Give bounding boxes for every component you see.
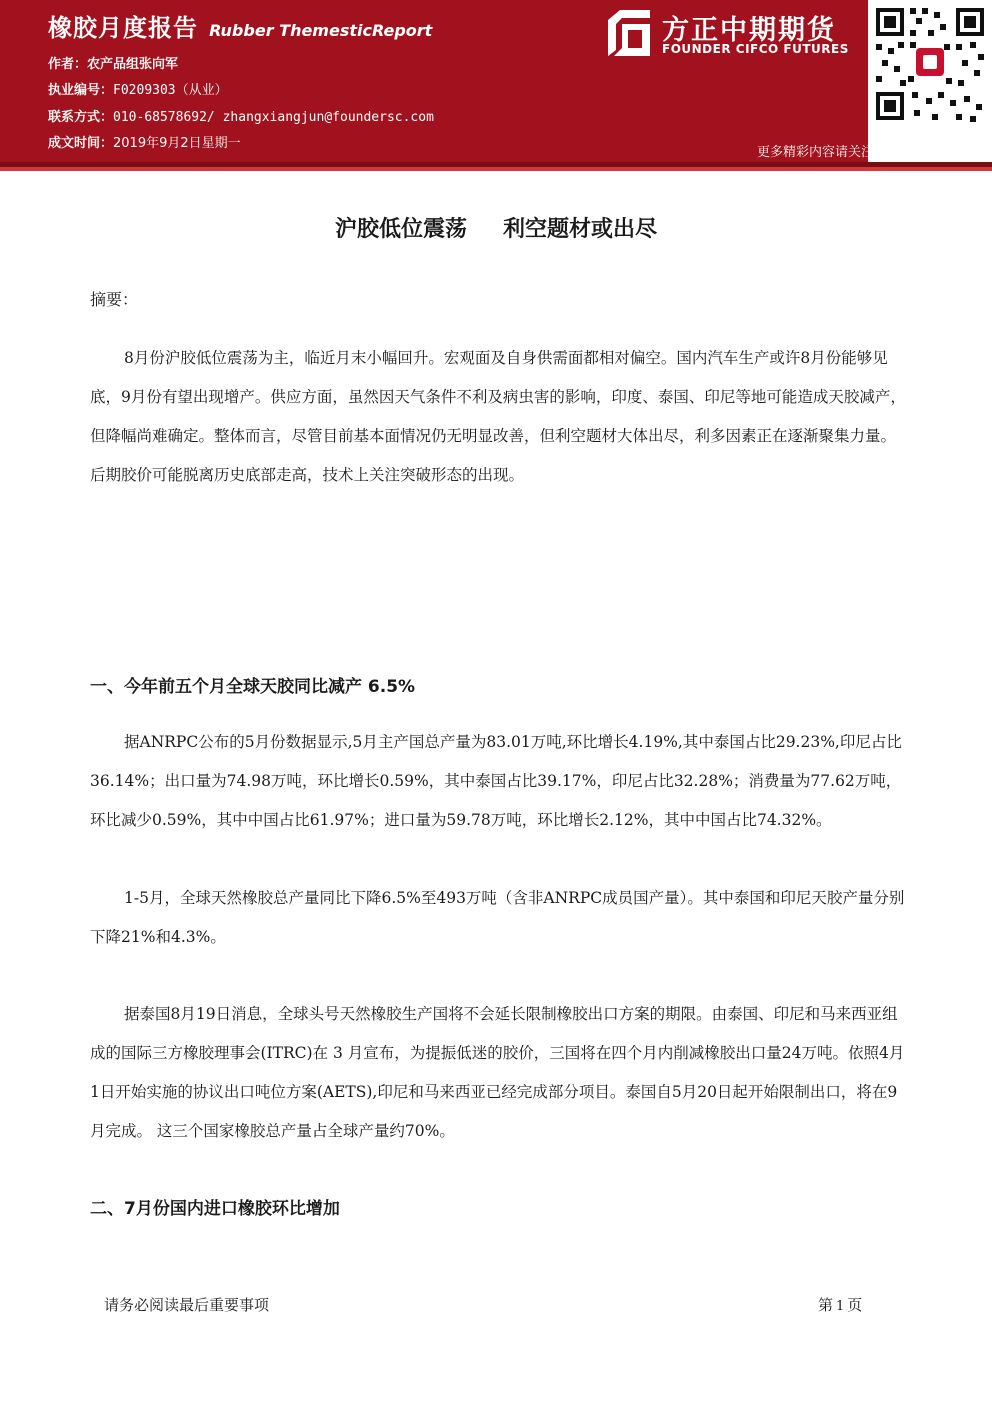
date-value: 2019年9月2日星期一 (113, 136, 241, 151)
license-label: 执业编号： (48, 83, 114, 98)
author-line (48, 53, 178, 72)
contact-value: 010-68578692/ zhangxiangjun@foundersc.com (113, 110, 434, 125)
logo-text-cn: 方正中期期货 (662, 15, 836, 46)
contact-label: 联系方式： (48, 110, 114, 125)
report-title-en: Rubber ThemesticReport (209, 21, 433, 40)
section-1-paragraph-2: 1-5月，全球天然橡胶总产量同比下降6.5%至493万吨（含非ANRPC成员国产量）。其中泰国和印尼天胶产量分别下降21%和4.3%。 (90, 889, 905, 946)
report-title-cn: 橡胶月度报告 (48, 14, 198, 42)
footer-notice: 请务必阅读最后重要事项 (104, 1296, 270, 1314)
wechat-follow-note: 更多精彩内容请关注方正中期官方微信 (756, 145, 978, 160)
license-line (48, 79, 228, 98)
founder-logo-mark-icon (604, 10, 654, 58)
section-1-paragraph-3: 据泰国8月19日消息，全球头号天然橡胶生产国将不会延长限制橡胶出口方案的期限。由泰国、印尼和马来西亚组成的国际三方橡胶理事会(ITRC)在 3 月宣布，为提振低迷的胶价，三国将在四个月内削减橡胶出口量24万吨。依照4月1日开始实施的协议出口吨位方案(AETS),印尼和马来西亚已经完成部分项目。泰国自5月20日起开始限制出口，将在9月完成。 这三个国家橡胶总产量占全球产量约70%。 (90, 1005, 905, 1140)
header-stripe-light (0, 167, 992, 171)
wechat-qr-code (868, 0, 992, 128)
section-1-paragraph-1: 据ANRPC公布的5月份数据显示,5月主产国总产量为83.01万吨,环比增长4.19%,其中泰国占比29.23%,印尼占比36.14%；出口量为74.98万吨，环比增长0.59%，其中泰国占比39.17%，印尼占比32.28%；消费量为77.62万吨，环比减少0.59%，其中中国占比61.97%；进口量为59.78万吨，环比增长2.12%，其中中国占比74.32%。 (90, 733, 902, 829)
report-title (48, 8, 432, 43)
section-2-heading: 二、7月份国内进口橡胶环比增加 (90, 1199, 340, 1219)
author-label: 作者： (48, 57, 88, 72)
qr-code-icon (868, 0, 992, 128)
founder-logo (604, 8, 858, 60)
date-label: 成文时间： (48, 136, 114, 151)
section-1-heading: 一、今年前五个月全球天胶同比减产 6.5% (90, 677, 416, 697)
contact-line (48, 106, 434, 125)
license-value: F0209303（从业） (113, 83, 228, 98)
abstract-label: 摘要： (90, 290, 139, 309)
document-title-part1: 沪胶低位震荡 (334, 217, 467, 242)
document-title (0, 212, 992, 243)
logo-text-en: FOUNDER CIFCO FUTURES (662, 42, 849, 56)
page-suffix: 页 (847, 1296, 863, 1314)
page-number (818, 1294, 862, 1315)
page-number-value: 1 (836, 1299, 845, 1314)
abstract-paragraph: 8月份沪胶低位震荡为主，临近月末小幅回升。宏观面及自身供需面都相对偏空。国内汽车生产或许8月份能够见底，9月份有望出现增产。供应方面，虽然因天气条件不利及病虫害的影响，印度、泰国、印尼等地可能造成天胶减产，但降幅尚难确定。整体而言，尽管目前基本面情况仍无明显改善，但利空题材大体出尽，利多因素正在逐渐聚集力量。后期胶价可能脱离历史底部走高，技术上关注突破形态的出现。 (90, 349, 906, 484)
date-line (48, 132, 241, 151)
author-value: 农产品组张向军 (87, 57, 179, 72)
page-prefix: 第 (818, 1296, 834, 1314)
document-title-part2: 利空题材或出尽 (503, 217, 658, 242)
